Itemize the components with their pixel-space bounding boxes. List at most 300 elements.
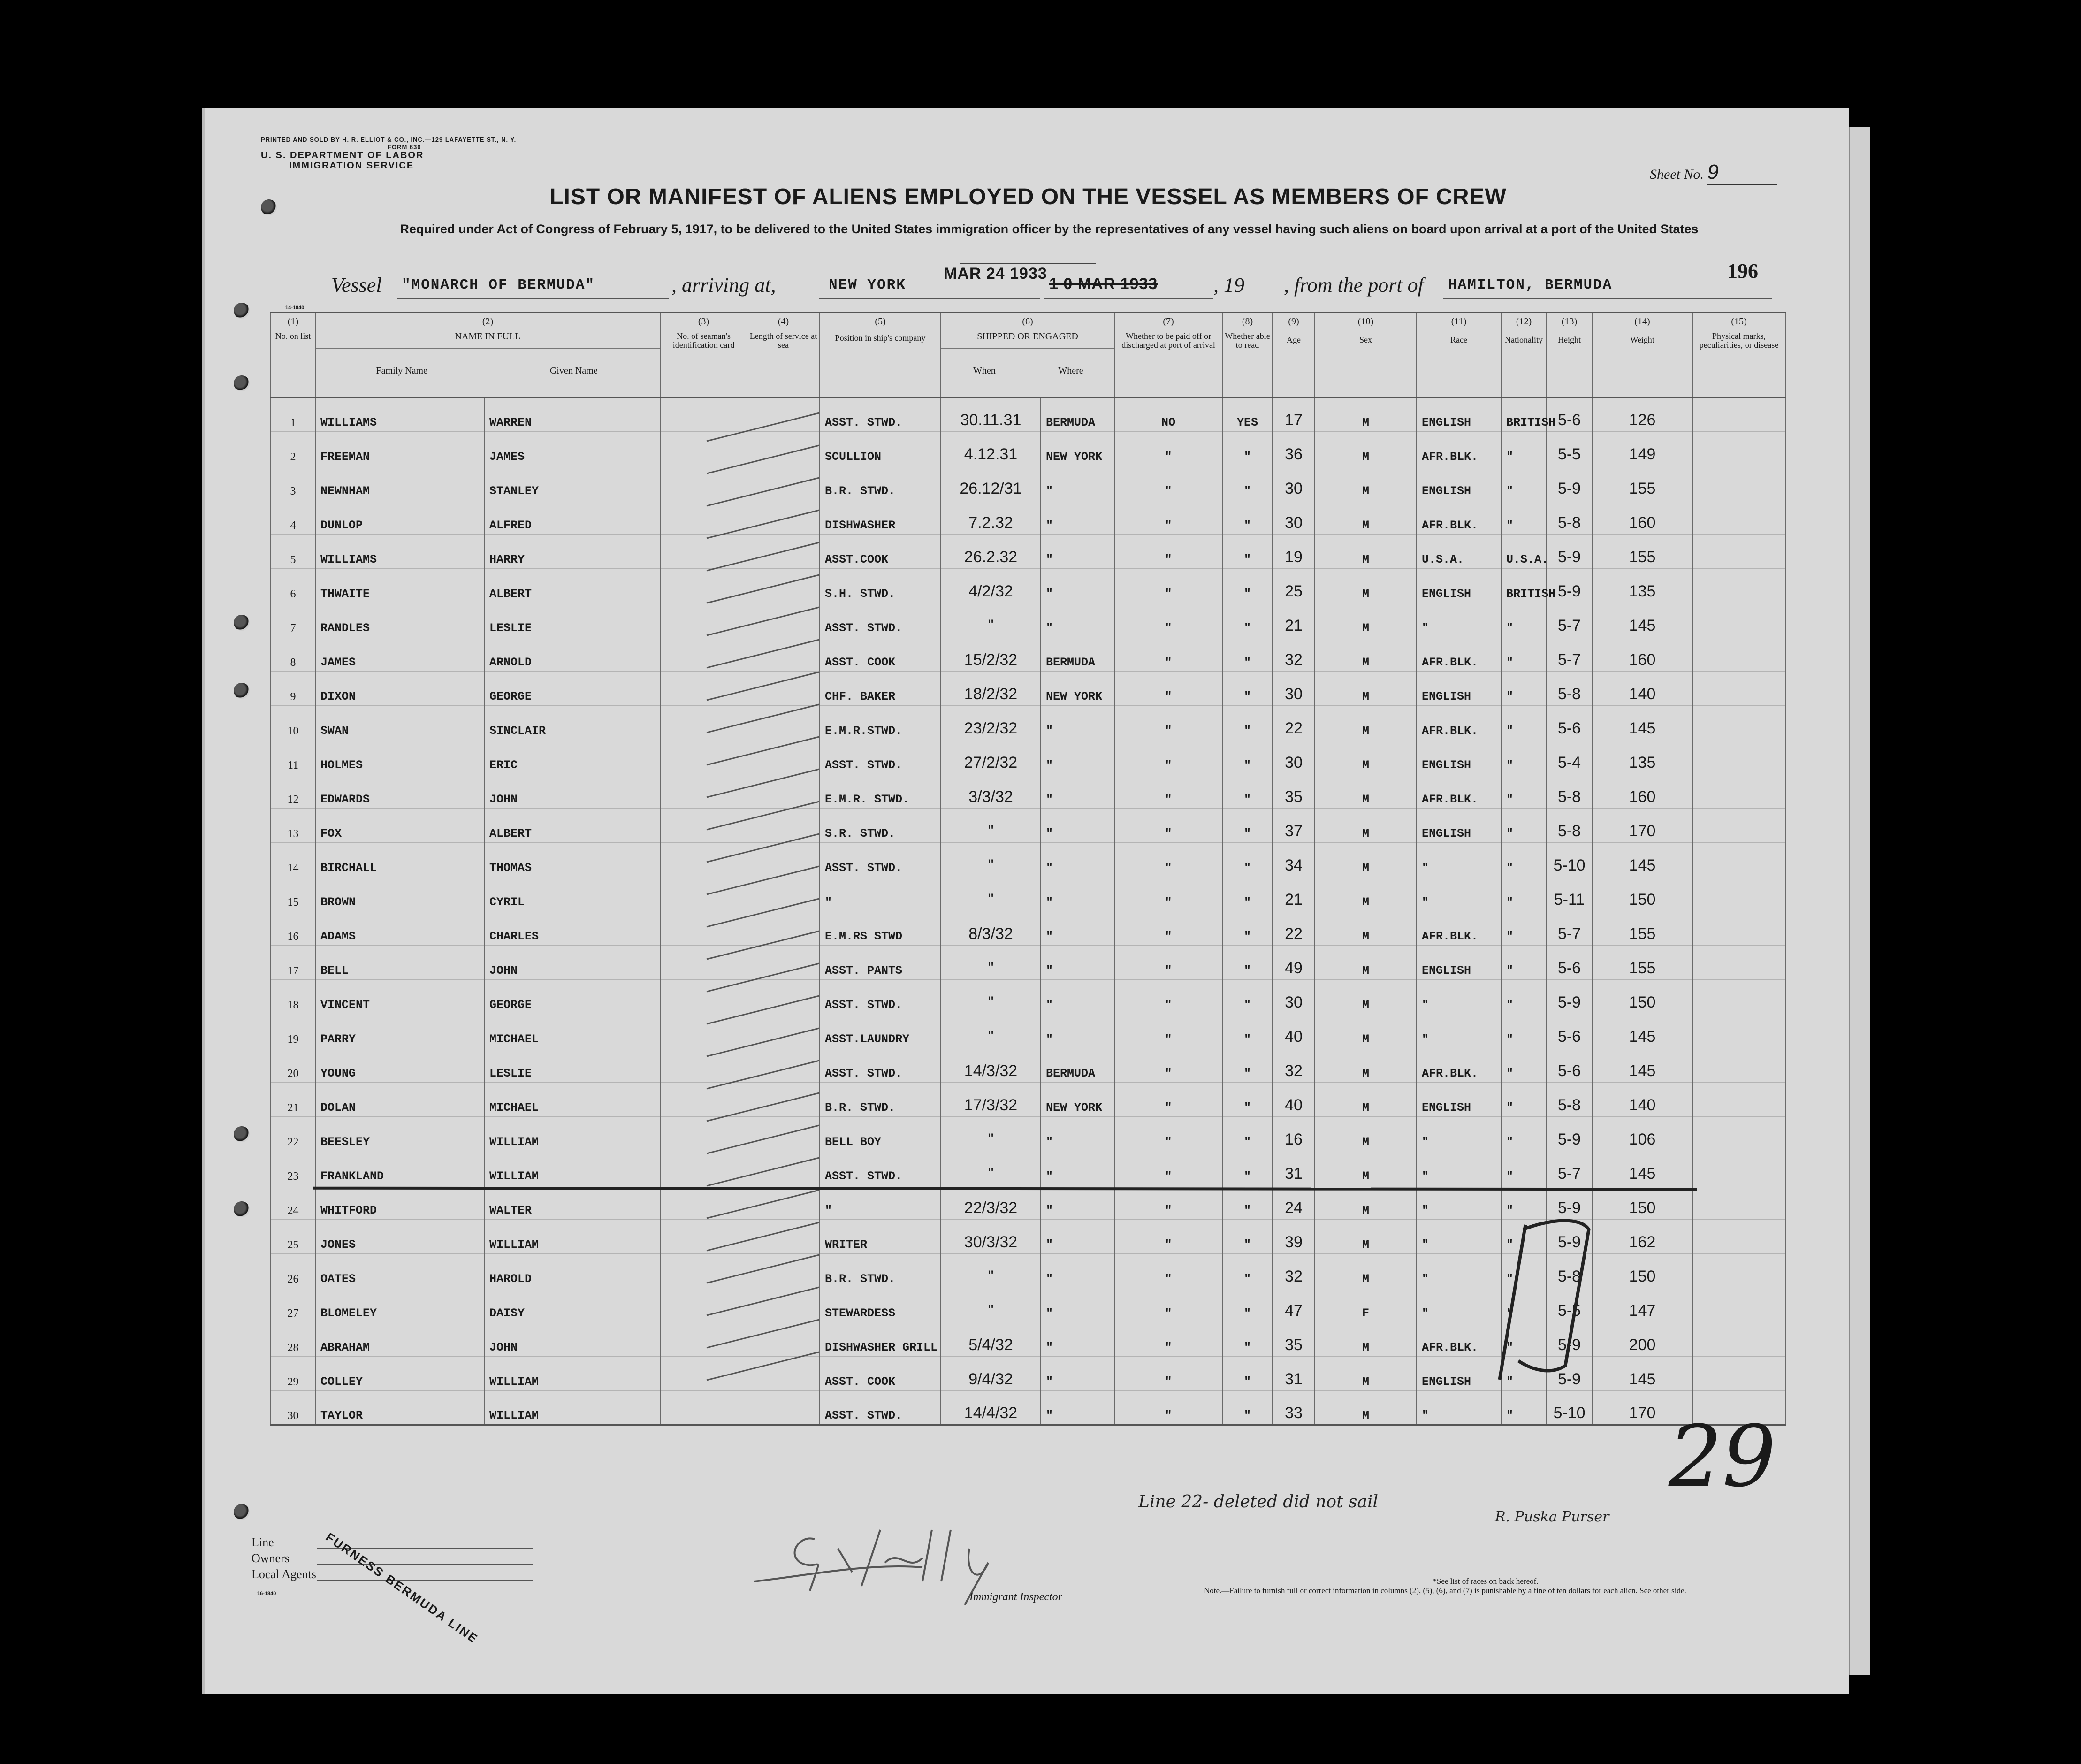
height-cell: 5-8 [1547,809,1592,843]
col-age-header: (9) Age [1273,313,1315,397]
table-header-row [271,313,1785,397]
col-no-header: (1) No. on list [271,313,315,397]
height-cell: 5-8 [1547,672,1592,706]
given-name-cell: GEORGE [484,672,660,706]
position-cell: B.R. STWD. [820,1254,941,1288]
paid-off-cell: " [1114,1288,1222,1322]
length-of-service-cell [747,1391,820,1425]
punch-hole [234,683,250,699]
position-cell: ASST. STWD. [820,843,941,877]
punch-hole [234,375,250,391]
height-cell: 5-9 [1547,1117,1592,1151]
shipped-where-cell: " [1041,980,1114,1014]
row-number-cell: 15 [271,877,315,911]
given-name-cell: WALTER [484,1185,660,1220]
position-cell: " [820,877,941,911]
age-cell: 40 [1273,1014,1315,1048]
paid-off-cell: " [1114,877,1222,911]
given-name-cell: LESLIE [484,1048,660,1083]
col-nationality-header: (12) Nationality [1501,313,1547,397]
nationality-cell: " [1501,980,1547,1014]
printer-line: PRINTED AND SOLD BY H. R. ELLIOT & CO., INC.—129 LAFAYETTE ST., N. Y. [261,136,517,143]
race-cell: " [1417,980,1501,1014]
arriving-label: , arriving at, [671,274,776,297]
physical-marks-cell [1692,1254,1785,1288]
row-number-cell: 6 [271,569,315,603]
physical-marks-cell [1692,1357,1785,1391]
table-row [271,706,1785,740]
row-number-cell: 8 [271,637,315,672]
col-weight-header: (14) Weight [1592,313,1692,397]
given-name-cell: CHARLES [484,911,660,946]
vessel-name: "MONARCH OF BERMUDA" [402,277,595,293]
sheet-number-label: Sheet No. [1650,167,1704,182]
position-cell: DISHWASHER GRILL [820,1322,941,1357]
race-cell: AFR.BLK. [1417,1322,1501,1357]
position-cell: ASST. STWD. [820,740,941,774]
race-cell: ENGLISH [1417,946,1501,980]
sex-cell: M [1315,603,1417,637]
document-subtitle: Required under Act of Congress of February 5, 1917, to be delivered to the United States immigration officer by the representatives of any vessel having such aliens on board upon arrival at a port of the United States [400,222,1699,236]
position-cell: ASST. COOK [820,1357,941,1391]
table-row [271,1048,1785,1083]
shipped-when-cell: 15/2/32 [941,637,1041,672]
given-name-cell: ERIC [484,740,660,774]
table-row [271,397,1785,432]
physical-marks-cell [1692,980,1785,1014]
subtitle-rule [960,263,1096,264]
sex-cell: M [1315,1185,1417,1220]
family-name-cell: BELL [315,946,484,980]
height-cell: 5-6 [1547,946,1592,980]
shipped-where-cell: " [1041,809,1114,843]
col-name-header: (2) NAME IN FULL Family Name Given Name [315,313,660,397]
row-number-cell: 2 [271,432,315,466]
shipped-where-cell: " [1041,1014,1114,1048]
paid-off-cell: " [1114,466,1222,500]
age-cell: 35 [1273,1322,1315,1357]
owners-label: Owners [252,1551,290,1565]
height-cell: 5-8 [1547,1254,1592,1288]
shipped-when-cell: " [941,980,1041,1014]
able-to-read-cell: " [1222,466,1273,500]
age-cell: 21 [1273,877,1315,911]
family-name-cell: JONES [315,1220,484,1254]
table-row [271,569,1785,603]
shipped-where-cell: " [1041,569,1114,603]
sex-cell: M [1315,466,1417,500]
shipped-where-cell: NEW YORK [1041,432,1114,466]
able-to-read-cell: " [1222,637,1273,672]
shipped-when-cell: " [941,1254,1041,1288]
paid-off-cell: " [1114,1254,1222,1288]
nationality-cell: " [1501,1185,1547,1220]
table-row [271,843,1785,877]
paid-off-cell: " [1114,432,1222,466]
physical-marks-cell [1692,569,1785,603]
age-cell: 32 [1273,1048,1315,1083]
paid-off-cell: " [1114,535,1222,569]
table-row [271,535,1785,569]
able-to-read-cell: " [1222,1288,1273,1322]
physical-marks-cell [1692,672,1785,706]
height-cell: 5-9 [1547,1220,1592,1254]
family-name-cell: PARRY [315,1014,484,1048]
race-cell: " [1417,1185,1501,1220]
nationality-cell: " [1501,740,1547,774]
nationality-cell: BRITISH [1501,397,1547,432]
nationality-cell: " [1501,1288,1547,1322]
paid-off-cell: NO [1114,397,1222,432]
paid-off-cell: " [1114,1083,1222,1117]
physical-marks-cell [1692,1117,1785,1151]
race-cell: AFR.BLK. [1417,706,1501,740]
family-name-cell: BEESLEY [315,1117,484,1151]
height-cell: 5-9 [1547,1322,1592,1357]
age-cell: 30 [1273,740,1315,774]
shipped-when-cell: 3/3/32 [941,774,1041,809]
weight-cell: 135 [1592,569,1692,603]
position-cell: " [820,1185,941,1220]
physical-marks-cell [1692,1151,1785,1185]
physical-marks-cell [1692,706,1785,740]
paid-off-cell: " [1114,603,1222,637]
shipped-where-cell: NEW YORK [1041,672,1114,706]
table-row [271,1014,1785,1048]
position-cell: BELL BOY [820,1117,941,1151]
table-row [271,911,1785,946]
shipped-where-cell: BERMUDA [1041,1048,1114,1083]
shipped-when-cell: 23/2/32 [941,706,1041,740]
able-to-read-cell: " [1222,706,1273,740]
row-number-cell: 4 [271,500,315,535]
col-read-header: (8) Whether able to read [1222,313,1273,397]
age-cell: 22 [1273,706,1315,740]
shipped-when-cell: 27/2/32 [941,740,1041,774]
family-name-cell: WHITFORD [315,1185,484,1220]
physical-marks-cell [1692,1185,1785,1220]
nationality-cell: " [1501,706,1547,740]
race-cell: ENGLISH [1417,672,1501,706]
sex-cell: M [1315,911,1417,946]
physical-marks-cell [1692,1322,1785,1357]
family-name-cell: DUNLOP [315,500,484,535]
shipped-when-cell: 7.2.32 [941,500,1041,535]
able-to-read-cell: " [1222,1185,1273,1220]
nationality-cell: " [1501,1048,1547,1083]
physical-marks-cell [1692,877,1785,911]
height-cell: 5-9 [1547,1185,1592,1220]
shipped-when-cell: 26.12/31 [941,466,1041,500]
arrival-date-stamp: MAR 24 1933 [944,265,1047,283]
physical-marks-cell [1692,603,1785,637]
given-name-cell: WILLIAM [484,1117,660,1151]
department-heading [261,150,424,171]
able-to-read-cell: " [1222,843,1273,877]
position-cell: STEWARDESS [820,1288,941,1322]
shipped-where-cell: " [1041,877,1114,911]
nationality-cell: " [1501,1220,1547,1254]
col-height-header: (13) Height [1547,313,1592,397]
shipped-where-cell: " [1041,740,1114,774]
sex-cell: M [1315,397,1417,432]
position-cell: ASST. STWD. [820,397,941,432]
department-name: U. S. DEPARTMENT OF LABOR [261,150,424,160]
table-row [271,740,1785,774]
sex-cell: M [1315,535,1417,569]
age-cell: 37 [1273,809,1315,843]
position-cell: B.R. STWD. [820,1083,941,1117]
table-row [271,1083,1785,1117]
nationality-cell: BRITISH [1501,569,1547,603]
nationality-cell: " [1501,809,1547,843]
able-to-read-cell: " [1222,672,1273,706]
paid-off-cell: " [1114,1185,1222,1220]
col-shipped-header: (6) SHIPPED OR ENGAGED When Where [941,313,1114,397]
race-cell: " [1417,1117,1501,1151]
family-name-cell: WILLIAMS [315,535,484,569]
given-name-cell: DAISY [484,1288,660,1322]
sex-cell: M [1315,877,1417,911]
position-cell: E.M.R. STWD. [820,774,941,809]
weight-cell: 155 [1592,911,1692,946]
shipped-where-cell: " [1041,1220,1114,1254]
table-row [271,432,1785,466]
sheet-number-value: 9 [1707,160,1777,185]
col-paid-header: (7) Whether to be paid off or discharged at port of arrival [1114,313,1222,397]
nationality-cell: U.S.A. [1501,535,1547,569]
sex-cell: F [1315,1288,1417,1322]
table-row [271,877,1785,911]
table-row [271,809,1785,843]
able-to-read-cell: " [1222,1220,1273,1254]
nationality-cell: " [1501,672,1547,706]
age-cell: 35 [1273,774,1315,809]
nationality-cell: " [1501,1254,1547,1288]
form-code-bottom: 16-1840 [257,1591,276,1596]
row-number-cell: 30 [271,1391,315,1425]
sex-cell: M [1315,706,1417,740]
shipped-when-cell: 5/4/32 [941,1322,1041,1357]
position-cell: S.R. STWD. [820,809,941,843]
weight-cell: 126 [1592,397,1692,432]
weight-cell: 145 [1592,1151,1692,1185]
family-name-cell: TAYLOR [315,1391,484,1425]
nationality-cell: " [1501,911,1547,946]
able-to-read-cell: " [1222,911,1273,946]
height-cell: 5-11 [1547,877,1592,911]
age-cell: 30 [1273,500,1315,535]
paid-off-cell: " [1114,569,1222,603]
row-number-cell: 26 [271,1254,315,1288]
race-cell: AFR.BLK. [1417,500,1501,535]
given-name-cell: SINCLAIR [484,706,660,740]
sex-cell: M [1315,809,1417,843]
nationality-cell: " [1501,843,1547,877]
row-number-cell: 11 [271,740,315,774]
shipped-where-cell: " [1041,1357,1114,1391]
weight-cell: 135 [1592,740,1692,774]
physical-marks-cell [1692,637,1785,672]
shipped-where-cell: " [1041,1288,1114,1322]
nationality-cell: " [1501,1357,1547,1391]
height-cell: 5-7 [1547,1151,1592,1185]
nationality-cell: " [1501,774,1547,809]
height-cell: 5-8 [1547,500,1592,535]
manifest-sheet [202,108,1849,1694]
race-cell: AFR.BLK. [1417,432,1501,466]
shipped-where-cell: " [1041,843,1114,877]
shipped-when-cell: 22/3/32 [941,1185,1041,1220]
family-name-cell: RANDLES [315,603,484,637]
shipped-where-cell: NEW YORK [1041,1083,1114,1117]
paid-off-cell: " [1114,809,1222,843]
family-name-cell: JAMES [315,637,484,672]
age-cell: 34 [1273,843,1315,877]
given-name-cell: WILLIAM [484,1357,660,1391]
position-cell: ASST. STWD. [820,603,941,637]
row-number-cell: 19 [271,1014,315,1048]
sex-cell: M [1315,946,1417,980]
physical-marks-cell [1692,809,1785,843]
family-name-cell: FREEMAN [315,432,484,466]
able-to-read-cell: " [1222,1391,1273,1425]
given-name-cell: LESLIE [484,603,660,637]
family-name-cell: DIXON [315,672,484,706]
shipped-when-cell: 26.2.32 [941,535,1041,569]
sex-cell: M [1315,980,1417,1014]
race-cell: AFR.BLK. [1417,1048,1501,1083]
position-cell: SCULLION [820,432,941,466]
able-to-read-cell: " [1222,980,1273,1014]
shipped-when-cell: " [941,843,1041,877]
weight-cell: 145 [1592,1357,1692,1391]
weight-cell: 150 [1592,1185,1692,1220]
shipped-when-cell: " [941,1117,1041,1151]
family-name-cell: DOLAN [315,1083,484,1117]
table-row [271,980,1785,1014]
nationality-cell: " [1501,946,1547,980]
height-cell: 5-6 [1547,1014,1592,1048]
able-to-read-cell: " [1222,1151,1273,1185]
row-number-cell: 27 [271,1288,315,1322]
purser-signature: R. Puska Purser [1495,1509,1609,1525]
family-name-cell: HOLMES [315,740,484,774]
shipped-when-cell: 8/3/32 [941,911,1041,946]
punch-hole [234,1201,250,1217]
row-number-cell: 16 [271,911,315,946]
given-name-cell: WILLIAM [484,1220,660,1254]
nationality-cell: " [1501,432,1547,466]
nationality-cell: " [1501,1151,1547,1185]
shipped-when-cell: 9/4/32 [941,1357,1041,1391]
physical-marks-cell [1692,911,1785,946]
able-to-read-cell: " [1222,432,1273,466]
given-name-cell: WARREN [484,397,660,432]
able-to-read-cell: " [1222,809,1273,843]
height-cell: 5-9 [1547,466,1592,500]
shipped-where-cell: " [1041,466,1114,500]
weight-cell: 150 [1592,980,1692,1014]
able-to-read-cell: " [1222,1322,1273,1357]
race-cell: AFR.BLK. [1417,774,1501,809]
row-number-cell: 17 [271,946,315,980]
height-cell: 5-10 [1547,843,1592,877]
sex-cell: M [1315,1322,1417,1357]
table-row [271,774,1785,809]
weight-cell: 162 [1592,1220,1692,1254]
shipped-where-cell: " [1041,535,1114,569]
given-name-cell: JOHN [484,1322,660,1357]
position-cell: E.M.RS STWD [820,911,941,946]
nationality-cell: " [1501,637,1547,672]
shipped-when-cell: 30/3/32 [941,1220,1041,1254]
shipped-where-cell: " [1041,706,1114,740]
height-cell: 5-6 [1547,706,1592,740]
family-name-cell: COLLEY [315,1357,484,1391]
paid-off-cell: " [1114,843,1222,877]
family-name-cell: ADAMS [315,911,484,946]
position-cell: ASST.LAUNDRY [820,1014,941,1048]
col-id-card-header: (3) No. of seaman's identification card [660,313,747,397]
physical-marks-cell [1692,740,1785,774]
weight-cell: 200 [1592,1322,1692,1357]
able-to-read-cell: " [1222,535,1273,569]
physical-marks-cell [1692,843,1785,877]
table-row [271,466,1785,500]
given-name-cell: MICHAEL [484,1014,660,1048]
col-service-header: (4) Length of service at sea [747,313,820,397]
race-cell: ENGLISH [1417,809,1501,843]
total-crew-count: 29 [1669,1408,1776,1506]
service-name: IMMIGRATION SERVICE [289,160,414,171]
position-cell: DISHWASHER [820,500,941,535]
given-name-cell: CYRIL [484,877,660,911]
sex-cell: M [1315,500,1417,535]
given-name-cell: HAROLD [484,1254,660,1288]
race-cell: " [1417,1254,1501,1288]
physical-marks-cell [1692,774,1785,809]
row-number-cell: 21 [271,1083,315,1117]
shipped-where-cell: " [1041,1391,1114,1425]
race-cell: " [1417,877,1501,911]
age-cell: 32 [1273,637,1315,672]
age-cell: 49 [1273,946,1315,980]
sex-cell: M [1315,672,1417,706]
family-name-cell: BROWN [315,877,484,911]
sex-cell: M [1315,1117,1417,1151]
weight-cell: 155 [1592,466,1692,500]
height-cell: 5-8 [1547,1083,1592,1117]
physical-marks-cell [1692,1014,1785,1048]
shipped-where-cell: " [1041,774,1114,809]
race-cell: ENGLISH [1417,1357,1501,1391]
age-cell: 30 [1273,980,1315,1014]
able-to-read-cell: " [1222,946,1273,980]
age-cell: 40 [1273,1083,1315,1117]
height-cell: 5-6 [1547,1048,1592,1083]
able-to-read-cell: " [1222,1014,1273,1048]
race-cell: AFR.BLK. [1417,637,1501,672]
age-cell: 21 [1273,603,1315,637]
age-cell: 32 [1273,1254,1315,1288]
given-name-cell: JOHN [484,774,660,809]
shipped-when-cell: 17/3/32 [941,1083,1041,1117]
weight-cell: 170 [1592,1391,1692,1425]
age-cell: 33 [1273,1391,1315,1425]
height-cell: 5-9 [1547,569,1592,603]
sex-cell: M [1315,432,1417,466]
